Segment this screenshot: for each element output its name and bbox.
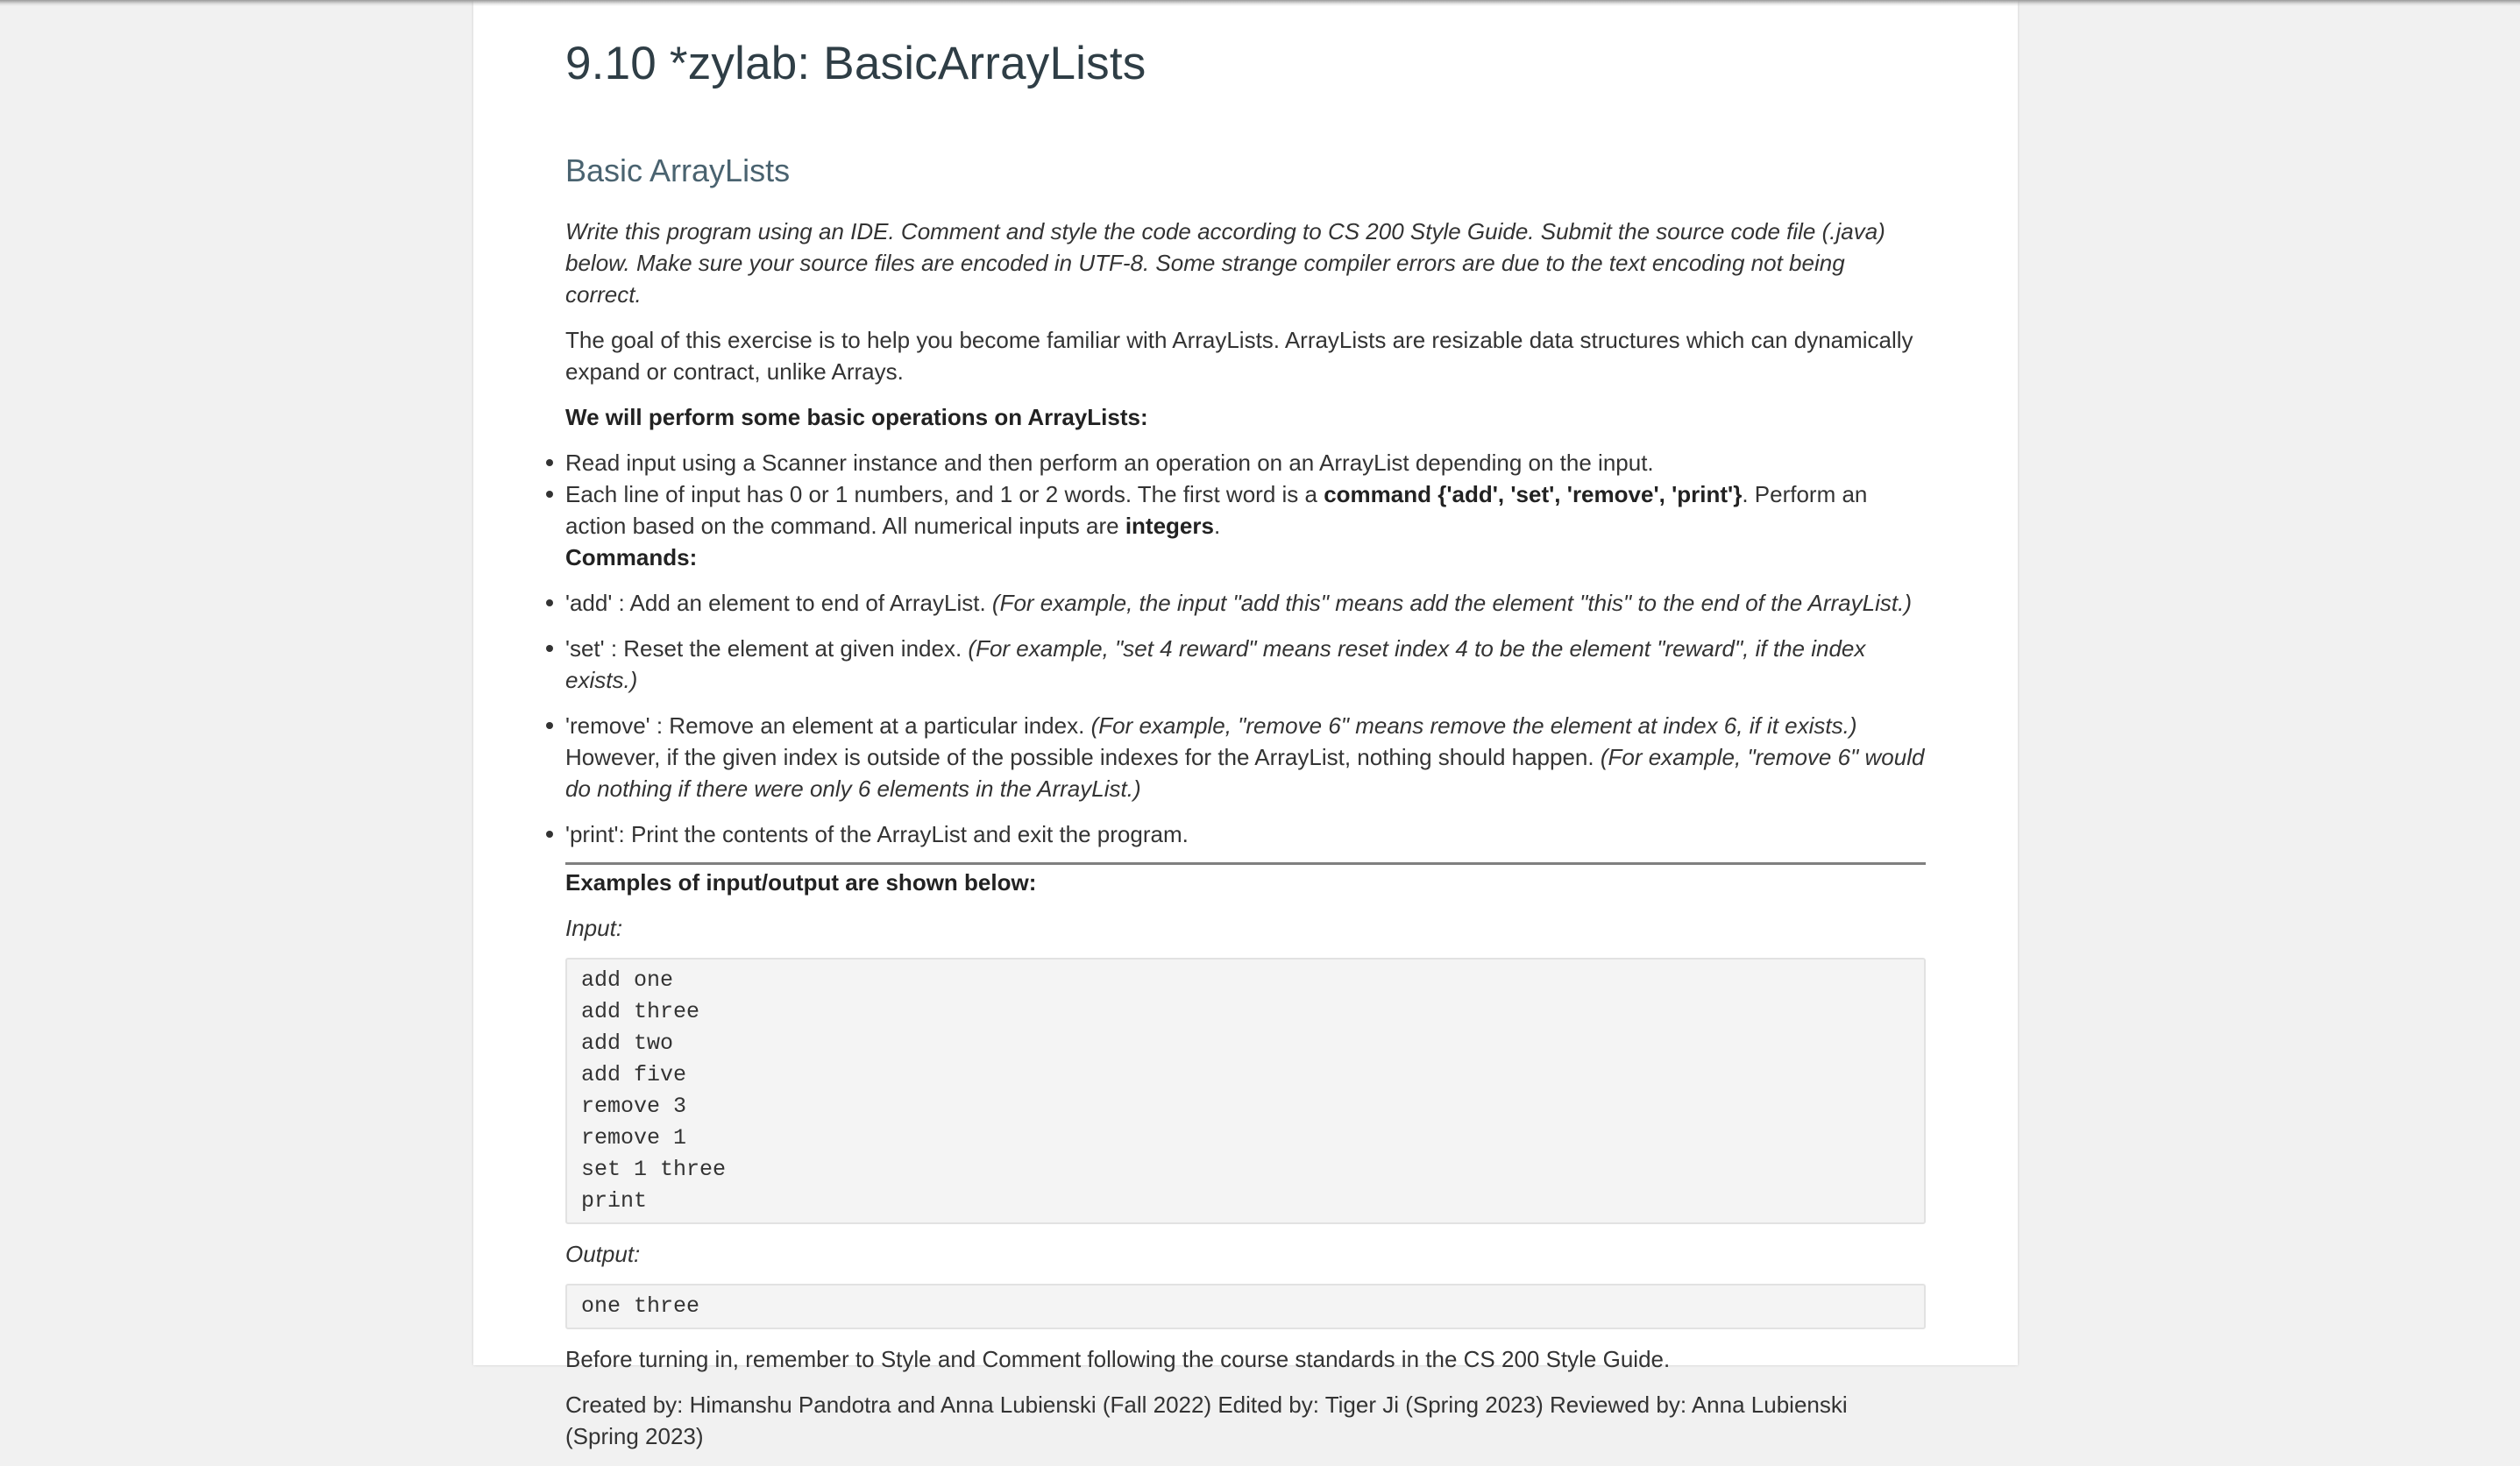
credits-line: Created by: Himanshu Pandotra and Anna Lubienski (Fall 2022) Edited by: Tiger Ji (Spring 2023) Reviewed by: Anna Lubienski (Spring 2023)	[565, 1392, 1848, 1449]
lab-instructions	[565, 216, 1926, 1466]
operations-list	[565, 447, 1926, 573]
list-item	[565, 447, 1926, 478]
cmd-add-text: 'add' : Add an element to end of ArrayList.	[565, 590, 992, 616]
lab-title: 9.10 *zylab: BasicArrayLists	[565, 38, 1146, 89]
input-code-block: add one add three add two add five remove 3 remove 1 set 1 three print	[565, 958, 1926, 1224]
examples-heading: Examples of input/output are shown below:	[565, 869, 1037, 896]
section-divider	[565, 862, 1926, 865]
top-shadow	[0, 0, 2520, 6]
cmd-remove-text2: However, if the given index is outside of the possible indexes for the ArrayList, nothing should happen.	[565, 744, 1601, 770]
cmd-remove-example2: (For example, "remove 6" would do nothing if there were only 6 elements in the ArrayList.)	[565, 744, 1925, 802]
output-label: Output:	[565, 1241, 641, 1267]
command-set	[565, 633, 1926, 696]
cmd-remove-example: (For example, "remove 6" means remove the element at index 6, if it exists.)	[1090, 712, 1857, 739]
bullet-each-line-end: .	[1213, 513, 1221, 539]
operations-heading: We will perform some basic operations on ArrayLists:	[565, 404, 1148, 430]
command-print	[565, 818, 1926, 850]
list-item	[565, 478, 1926, 573]
lab-page	[473, 0, 2018, 1449]
bullet-each-line-pre: Each line of input has 0 or 1 numbers, and 1 or 2 words. The first word is a	[565, 481, 1324, 507]
cmd-set-text: 'set' : Reset the element at given index.	[565, 635, 969, 662]
style-reminder: Before turning in, remember to Style and Comment following the course standards in the CS 200 Style Guide.	[565, 1346, 1671, 1372]
cmd-add-example: (For example, the input "add this" means add the element "this" to the end of the ArrayList.)	[991, 590, 1912, 616]
command-add	[565, 587, 1926, 619]
input-label: Input:	[565, 915, 623, 941]
cmd-set-example: (For example, "set 4 reward" means reset index 4 to be the element "reward", if the index exists.)	[565, 635, 1866, 693]
cmd-print-text: 'print': Print the contents of the ArrayList and exit the program.	[565, 821, 1189, 847]
commands-list	[565, 587, 1926, 850]
command-remove	[565, 710, 1926, 804]
bullet-each-line-mid: . Perform an action based on the command. All numerical inputs are	[565, 481, 1868, 539]
bullet-read-input: Read input using a Scanner instance and then perform an operation on an ArrayList depending on the input.	[565, 450, 1654, 476]
output-code-block: one three	[565, 1284, 1926, 1329]
commands-heading: Commands:	[565, 544, 698, 570]
goal-paragraph: The goal of this exercise is to help you become familiar with ArrayLists. ArrayLists are resizable data structures which can dynamically expand or contract, unlike Arrays.	[565, 327, 1913, 385]
command-set-bold: command {'add', 'set', 'remove', 'print'}	[1324, 481, 1743, 507]
cmd-remove-text: 'remove' : Remove an element at a particular index.	[565, 712, 1091, 739]
lab-subtitle: Basic ArrayLists	[565, 152, 791, 188]
integers-bold: integers	[1125, 513, 1214, 539]
ide-note: Write this program using an IDE. Comment and style the code according to CS 200 Style Guide. Submit the source code file (.java) below. Make sure your source files are encoded in UTF-8. Some strange compiler errors are due to the text encoding not being correct.	[565, 218, 1885, 308]
